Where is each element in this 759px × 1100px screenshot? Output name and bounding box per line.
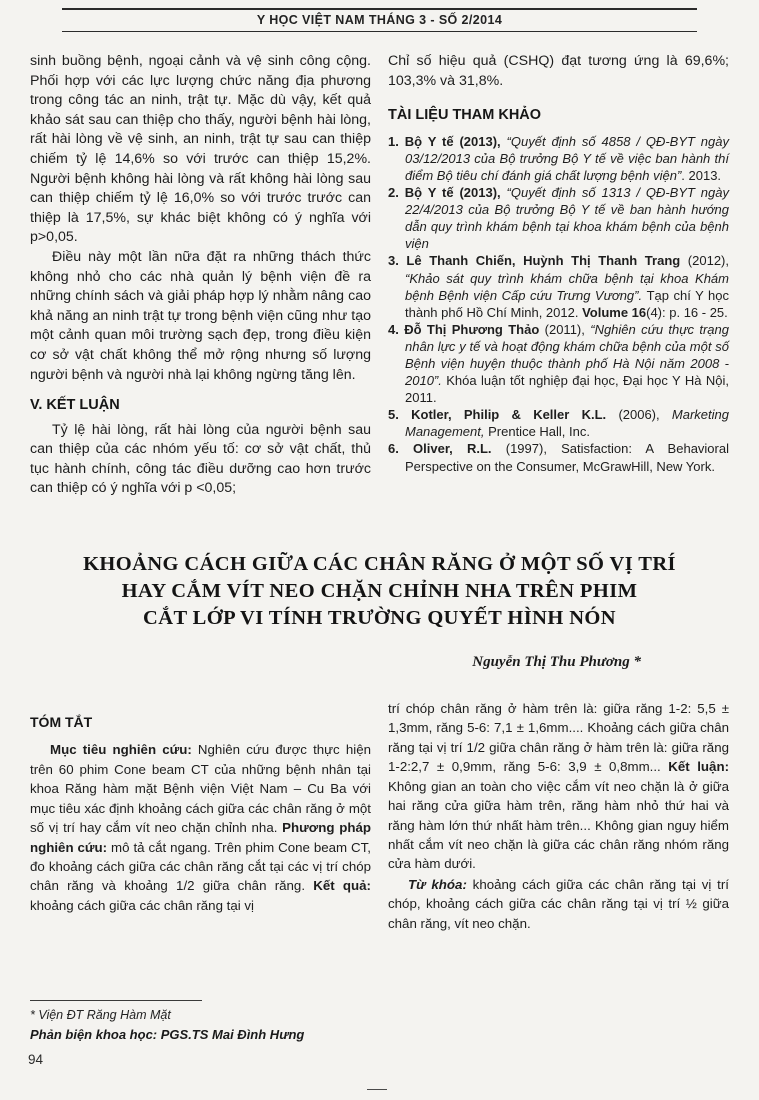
text-segment: (2006), (618, 407, 672, 423)
text-segment: 4. Đỗ Thị Phương Thảo (388, 321, 545, 337)
abstract-heading: TÓM TẮT (30, 714, 93, 731)
body-paragraph: Chỉ số hiệu quả (CSHQ) đạt tương ứng là 69,6%; 103,3% và 31,8%. (388, 53, 729, 89)
abstract-left-column (30, 699, 371, 933)
text-segment: “Nghiên cứu thực trạng nhân lực y tế và hoạt động khám chữa bệnh của một số Bệnh viện huyện thuộc thành phố Hà Nội năm 2008 - 2010”. (405, 321, 730, 389)
footnote-divider (30, 1000, 202, 1001)
text-segment: “Khảo sát quy trình khám chữa bệnh tại khoa Khám bệnh Bệnh viện Cấp cứu Trưng Vương”. (405, 270, 729, 303)
text-segment: 6. Oliver, R.L. (388, 441, 506, 457)
references-list (388, 133, 729, 475)
text-segment: 1. Bộ Y tế (2013), (388, 133, 507, 149)
text-segment: mô tả cắt ngang. Trên phim Cone beam CT, đo khoảng cách giữa các chân răng cắt tại các vị trí chóp chân răng và khoảng 1/2 giữa chân răng. (30, 839, 371, 894)
title-line: CẮT LỚP VI TÍNH TRƯỜNG QUYẾT HÌNH NÓN (143, 607, 616, 630)
text-segment: Prentice Hall, Inc. (488, 424, 590, 440)
footnote-affiliation: * Viện ĐT Răng Hàm Mặt (30, 1008, 171, 1022)
text-segment: khoảng cách giữa các chân răng tại vị trí chóp, khoảng cách giữa các chân răng tại vị trí ½ giữa chân răng, vít neo chặn. (388, 876, 729, 931)
conclusion-paragraph: Tỷ lệ hài lòng, rất hài lòng của người bệnh sau can thiệp của các nhóm yếu tố: cơ sở vật chất, thủ tục hành chính, công tác điều dưỡng cao hơn trước can thiệp có ý nghĩa với p <0,05; (30, 421, 371, 497)
page-number: 94 (28, 1052, 44, 1067)
article1-section (30, 52, 729, 499)
title-line: KHOẢNG CÁCH GIỮA CÁC CHÂN RĂNG Ở MỘT SỐ VỊ TRÍ (83, 553, 676, 576)
footnote-block (30, 1000, 380, 1042)
article2-title-block (30, 551, 729, 671)
text-segment: “Quyết định số 1313 / QĐ-BYT ngày 22/4/2013 của Bộ trưởng Bộ Y tế về ban hành hướng dẫn quy trình khám bệnh tại khoa khám bệnh của bệnh viện (405, 185, 729, 252)
text-segment: Kết quả: (313, 878, 371, 894)
text-segment: “Quyết định số 4858 / QĐ-BYT ngày 03/12/2013 của Bộ trưởng Bộ Y tế về việc ban hành thí điểm Bộ tiêu chí đánh giá chất lượng bệnh viện” (405, 133, 729, 183)
text-segment: Volume 16 (582, 304, 647, 320)
abstract-paragraph (30, 740, 371, 915)
journal-title: Y HỌC VIỆT NAM THÁNG 3 - SỐ 2/2014 (256, 13, 503, 27)
body-paragraph: Điều này một lần nữa đặt ra những thách thức không nhỏ cho các nhà quản lý bệnh viện đề ra những chính sách và giải pháp hợp lý nhằm nâng cao khả năng an ninh trật tự trong bệnh viện cũng như tạo một cảnh quan môi trường sạch đẹp, trong điều kiện cơ sở vật chất không thể mở rộng nhưng số lượng người bệnh và người nhà lại không ngừng tăng lên. (30, 248, 371, 383)
text-segment: Từ khóa: (408, 876, 473, 892)
article-title (30, 551, 729, 632)
abstract-right-column (388, 699, 729, 933)
scan-artifact-dash (367, 1089, 387, 1090)
text-segment: Tạp chí Y học thành phố Hồ Chí Minh, 2012. (405, 287, 729, 320)
text-segment: khoảng cách giữa các chân răng tại vị (30, 897, 255, 913)
text-segment: Mục tiêu nghiên cứu: (50, 742, 198, 758)
text-segment: Phương pháp nghiên cứu: (30, 820, 371, 855)
reference-item (388, 133, 729, 184)
references-heading: TÀI LIỆU THAM KHẢO (388, 107, 542, 124)
body-paragraph: sinh buồng bệnh, ngoại cảnh và vệ sinh công cộng. Phối hợp với các lực lượng chức năng địa phương trong công tác an ninh, trật tự. Mặc dù vậy, kết quả khảo sát sau can thiệp cho thấy, người bệnh hài lòng, rất hài lòng về vệ sinh, an ninh, trật tự sau can thiệp chiếm tỷ lệ 14,6% so với trước can thiệp 15,2%. Người bệnh không hài lòng và rất không hài lòng sau can thiệp chiếm tỷ lệ 16,0% so với trước trước can thiệp là 17,5%, sự khác biệt không có ý nghĩa với p>0,05. (30, 53, 371, 246)
keywords-paragraph (388, 875, 729, 933)
reference-item (388, 406, 729, 440)
author-name: Nguyễn Thị Thu Phương * (472, 654, 641, 671)
text-segment: (2011), (544, 321, 591, 337)
reference-item (388, 184, 729, 252)
text-segment: 5. Kotler, Philip & Keller K.L. (388, 407, 619, 423)
text-segment: trí chóp chân răng ở hàm trên là: giữa răng 1-2: 5,5 ± 1,3mm, răng 5-6: 7,1 ± 1,6mm.... Khoảng cách giữa chân răng tại vị trí 1/2 giữa chân răng ở hàm trên là: giữa răng 1-2:2,7 ± 0,9mm, răng 5-6: 3,9 ± 0,8mm... (388, 701, 729, 775)
text-segment: Không gian an toàn cho việc cắm vít neo chặn là ở giữa hai răng cửa giữa hàm trên, răng hàm nhỏ thứ hai và răng hàm lớn thứ nhất hàm trên... Không gian nguy hiểm nhất cắm vít neo chặn là giữa các chân răng nhóm răng cửa hàm dưới. (388, 778, 729, 872)
abstract-paragraph (388, 699, 729, 874)
reference-item (388, 321, 729, 406)
text-segment: (1997), Satisfaction: A Behavioral Perspective on the Consumer, McGrawHill, New York. (405, 441, 729, 474)
title-line: HAY CẮM VÍT NEO CHẶN CHỈNH NHA TRÊN PHIM (121, 580, 638, 603)
reference-item (388, 252, 729, 320)
abstract-section (30, 699, 729, 933)
reference-item (388, 440, 729, 474)
article1-right-column (388, 52, 729, 499)
text-segment: Kết luận: (668, 759, 729, 775)
footnote-reviewer: Phản biện khoa học: PGS.TS Mai Đình Hưng (30, 1027, 305, 1042)
text-segment: (4): p. 16 - 25. (646, 304, 728, 320)
text-segment: (2012), (687, 253, 729, 269)
text-segment: Nghiên cứu được thực hiện trên 60 phim Cone beam CT của những bệnh nhân tại khoa Răng hàm mặt Bệnh viện Việt Nam – Cu Ba với mục tiêu xác định khoảng cách giữa các chân răng ở một số vị trí hay cắm vít neo chặn chỉnh nha. (30, 742, 371, 836)
journal-header (62, 8, 697, 32)
text-segment: . 2013. (681, 167, 722, 183)
text-segment: 2. Bộ Y tế (2013), (388, 185, 507, 201)
article1-left-column (30, 52, 371, 499)
conclusion-heading: V. KẾT LUẬN (30, 397, 120, 414)
text-segment: Khóa luận tốt nghiệp đại học, Đại học Y Hà Nội, 2011. (405, 373, 729, 406)
text-segment: Marketing Management, (405, 407, 729, 440)
text-segment: 3. Lê Thanh Chiến, Huỳnh Thị Thanh Trang (388, 253, 688, 269)
